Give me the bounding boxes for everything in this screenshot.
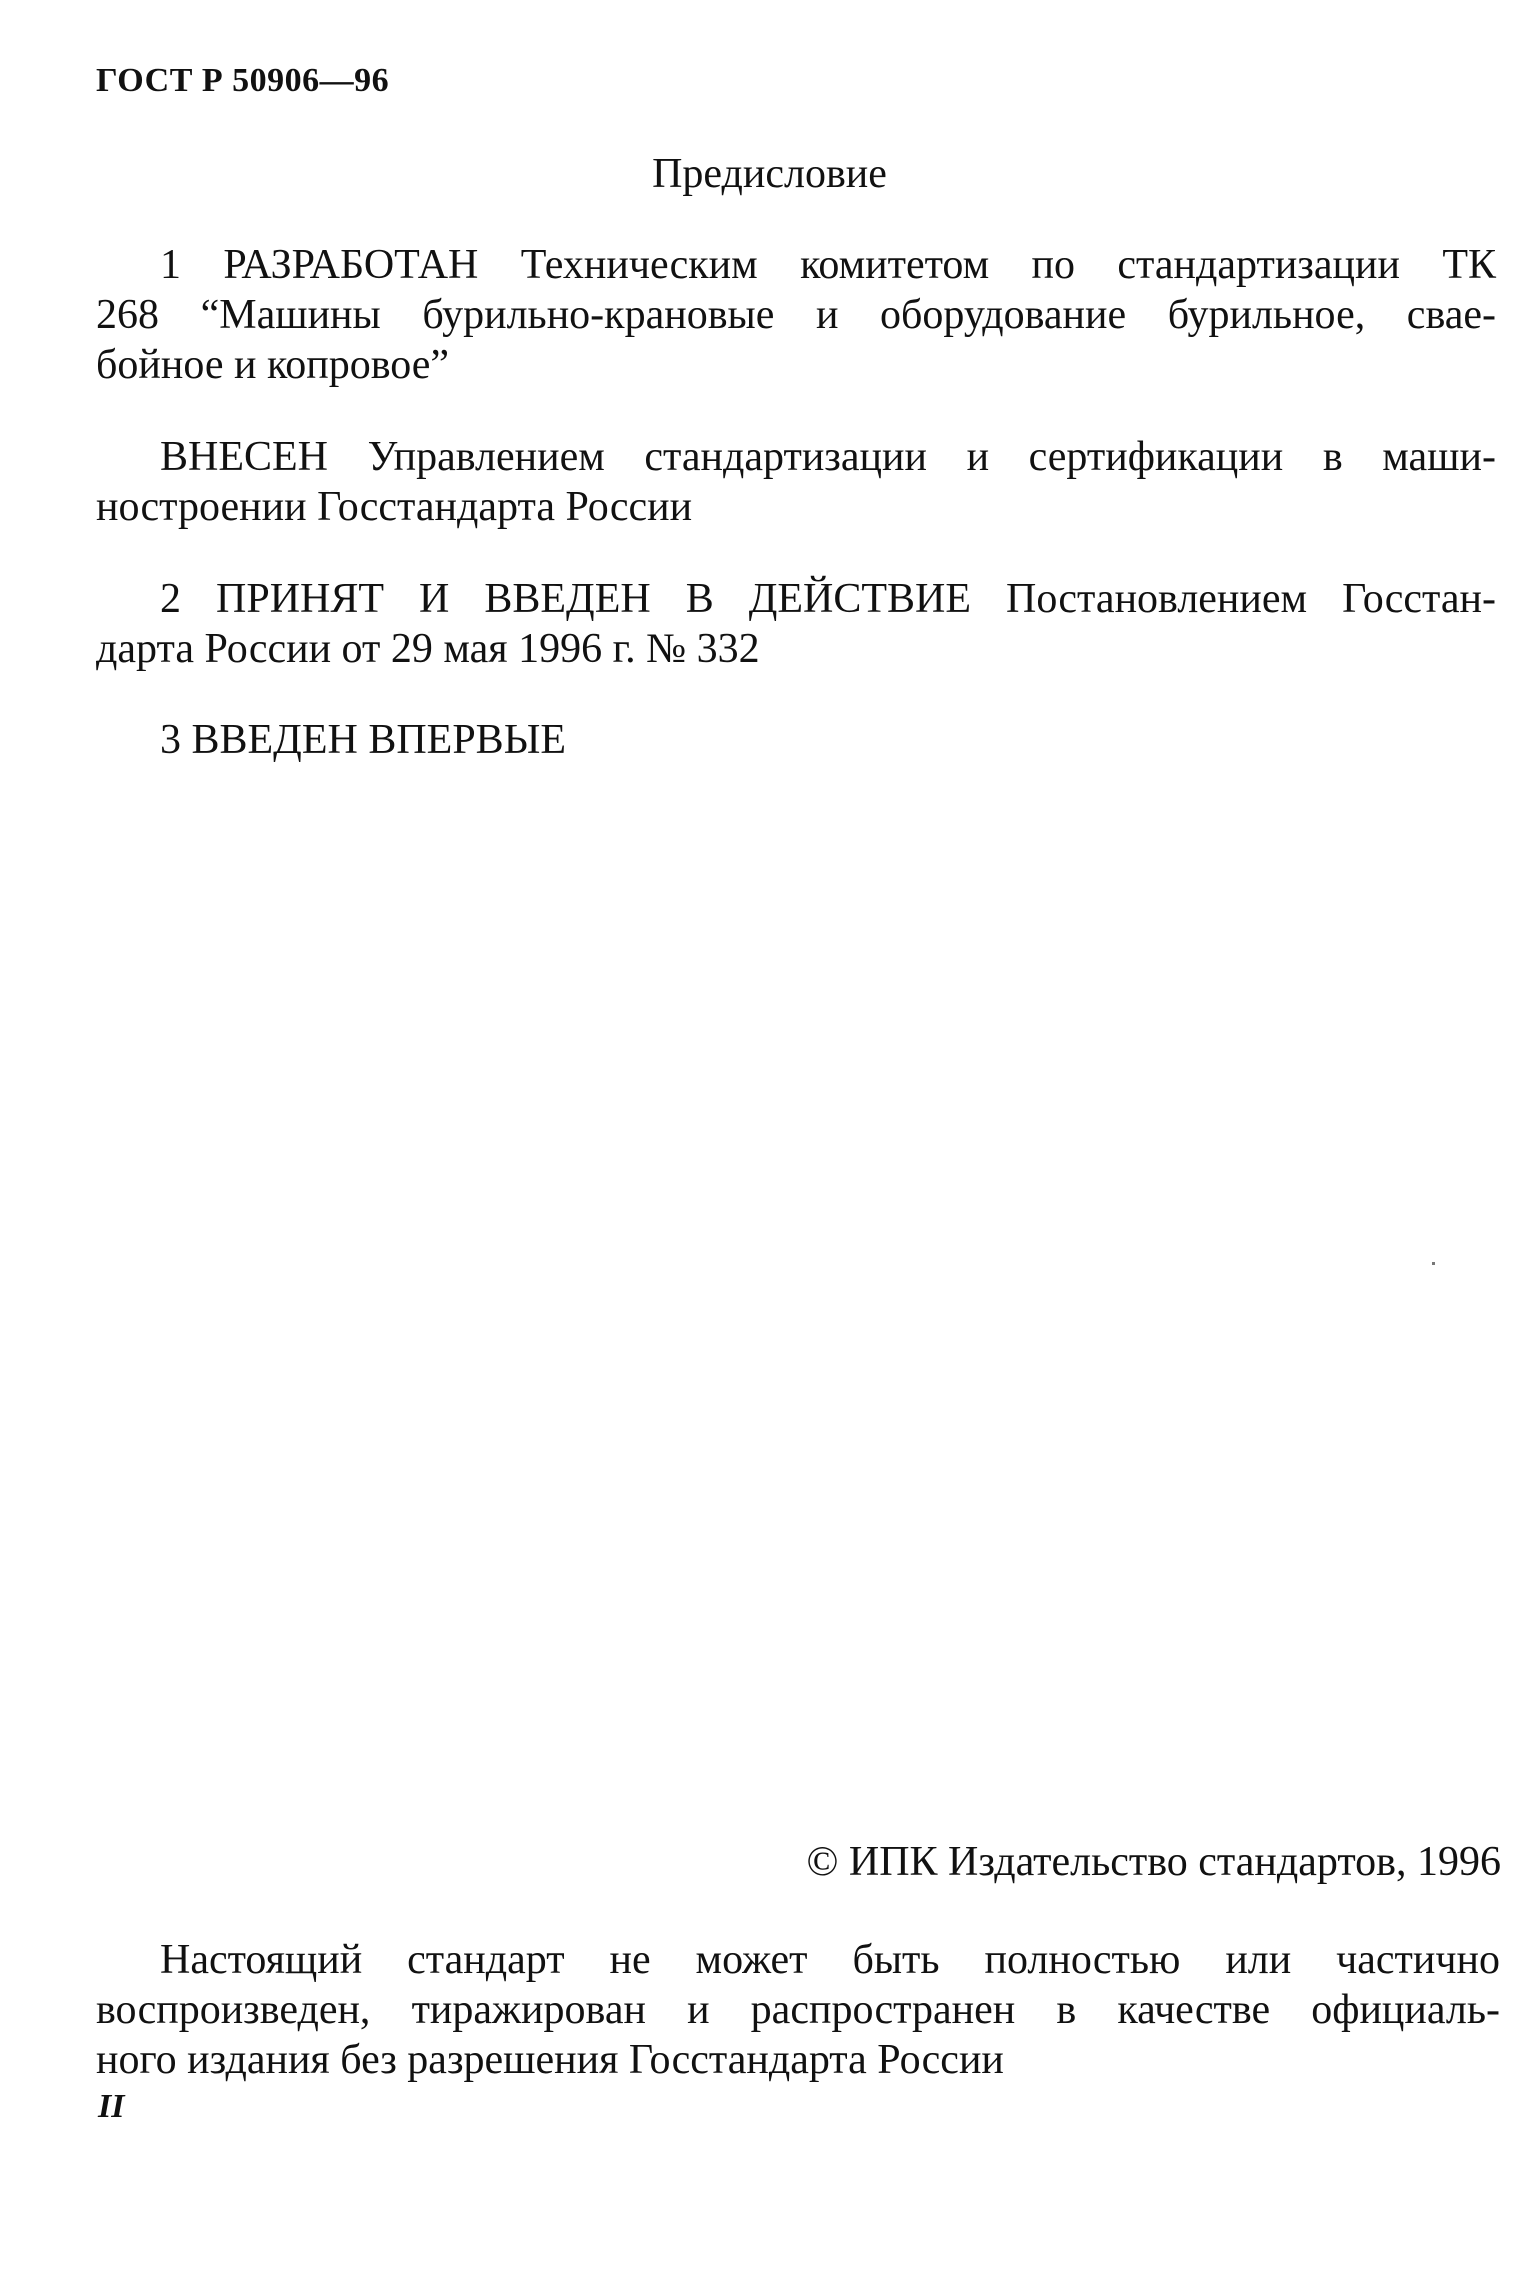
notice-line: воспроизведен, тиражирован и распространен в качестве официаль- bbox=[96, 1987, 1500, 2033]
paragraph-first-introduced bbox=[96, 715, 1496, 765]
paragraph-line: бойное и копровое” bbox=[96, 342, 450, 388]
page-title: Предисловие bbox=[652, 151, 887, 197]
scan-speck bbox=[1432, 1262, 1435, 1265]
paragraph-line: 268 “Машины бурильно-крановые и оборудование бурильное, свае- bbox=[96, 292, 1496, 338]
page-number: II bbox=[98, 2088, 125, 2125]
paragraph-line: 3 ВВЕДЕН ВПЕРВЫЕ bbox=[160, 717, 566, 763]
paragraph-developed bbox=[96, 240, 1496, 390]
copyright-line: © ИПК Издательство стандартов, 1996 bbox=[806, 1839, 1501, 1885]
notice-line: ного издания без разрешения Госстандарта России bbox=[96, 2037, 1004, 2083]
paragraph-line: 2 ПРИНЯТ И ВВЕДЕН В ДЕЙСТВИЕ Постановлением Госстан- bbox=[160, 576, 1496, 622]
paragraph-line: 1 РАЗРАБОТАН Техническим комитетом по стандартизации ТК bbox=[160, 242, 1496, 288]
reproduction-notice bbox=[96, 1935, 1500, 2085]
paragraph-line: ностроении Госстандарта России bbox=[96, 484, 693, 530]
notice-line: Настоящий стандарт не может быть полностью или частично bbox=[160, 1937, 1500, 1983]
paragraph-adopted bbox=[96, 574, 1496, 674]
standard-code: ГОСТ Р 50906—96 bbox=[96, 62, 390, 99]
paragraph-line: дарта России от 29 мая 1996 г. № 332 bbox=[96, 626, 760, 672]
paragraph-line: ВНЕСЕН Управлением стандартизации и сертификации в маши- bbox=[160, 434, 1496, 480]
paragraph-introduced bbox=[96, 432, 1496, 532]
